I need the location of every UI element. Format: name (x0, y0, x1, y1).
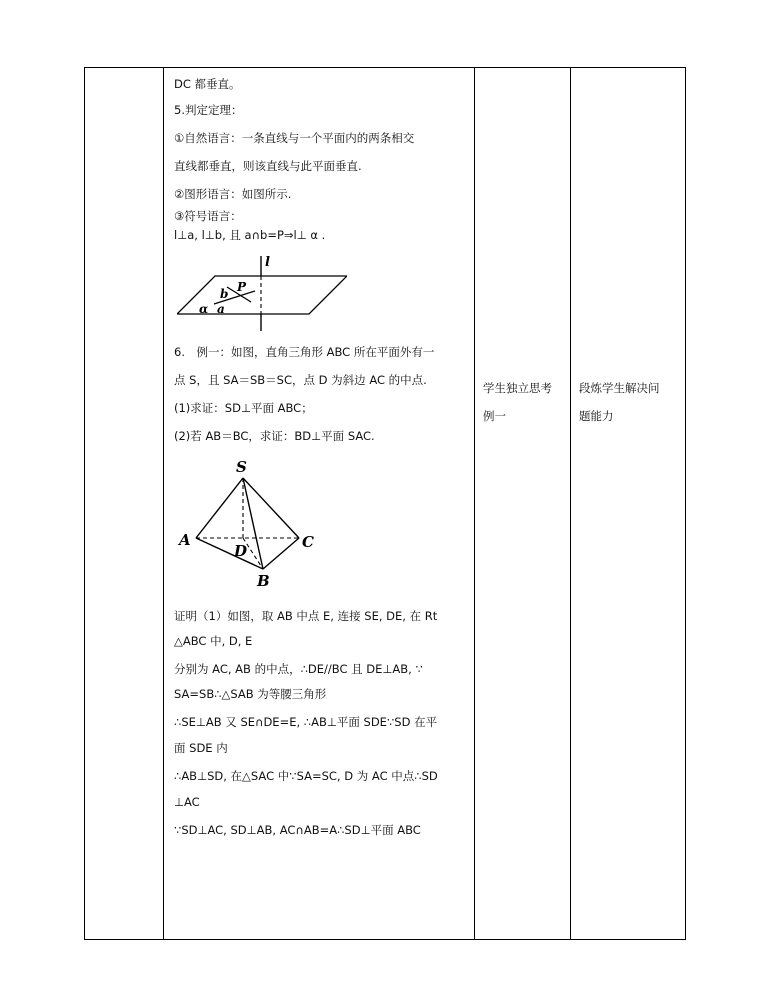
text-line: ∵SD⊥AC, SD⊥AB, AC∩AB=A∴SD⊥平面 ABC (174, 823, 421, 837)
text-line: 5.判定定理： (174, 103, 243, 117)
content-column (169, 68, 475, 939)
text-line: ∴SE⊥AB 又 SE∩DE=E, ∴AB⊥平面 SDE∵SD 在平 (174, 715, 438, 729)
text-line: 分别为 AC, AB 的中点，∴DE//BC 且 DE⊥AB, ∵ (174, 662, 423, 676)
label-B: B (257, 572, 270, 590)
text-line: ③符号语言： (174, 209, 242, 223)
intent-text: 段炼学生解决问 (579, 381, 660, 395)
label-D: D (234, 542, 248, 560)
text-line: 直线都垂直，则该直线与此平面垂直. (174, 159, 362, 173)
lesson-table (84, 67, 686, 940)
text-line: 面 SDE 内 (174, 741, 228, 755)
text-line: SA=SB∴△SAB 为等腰三角形 (174, 687, 327, 701)
text-line: ⊥AC (174, 795, 200, 809)
intent-text: 题能力 (579, 409, 614, 423)
text-line: ②图形语言：如图所示. (174, 187, 292, 201)
column-divider (163, 68, 164, 939)
label-a: a (217, 302, 225, 316)
label-A: A (179, 531, 191, 549)
text-line: △ABC 中, D, E (174, 634, 253, 648)
label-S: S (236, 458, 247, 476)
text-line: 6. 例一：如图，直角三角形 ABC 所在平面外有一 (174, 345, 435, 359)
text-line: ①自然语言：一条直线与一个平面内的两条相交 (174, 131, 415, 145)
text-line: l⊥a, l⊥b, 且 a∩b=P⇒l⊥ α . (174, 228, 326, 242)
text-line: (2)若 AB＝BC，求证：BD⊥平面 SAC. (174, 429, 375, 443)
text-line: ∴AB⊥SD, 在△SAC 中∵SA=SC, D 为 AC 中点∴SD (174, 769, 438, 783)
text-line: DC 都垂直。 (174, 77, 241, 91)
text-line: 证明（1）如图，取 AB 中点 E, 连接 SE, DE, 在 Rt (174, 609, 438, 623)
text-line: (1)求证：SD⊥平面 ABC； (174, 401, 313, 415)
pyramid-figure (177, 456, 337, 591)
label-b: b (220, 287, 229, 301)
text-line: 点 S，且 SA＝SB＝SC，点 D 为斜边 AC 的中点. (174, 373, 427, 387)
plane-line-figure (177, 251, 347, 333)
label-C: C (302, 533, 314, 551)
activity-text: 例一 (483, 409, 506, 423)
label-l: l (265, 255, 270, 270)
column-divider (570, 68, 571, 939)
label-alpha: α (199, 302, 209, 316)
activity-text: 学生独立思考 (483, 381, 552, 395)
label-P: P (237, 280, 247, 294)
